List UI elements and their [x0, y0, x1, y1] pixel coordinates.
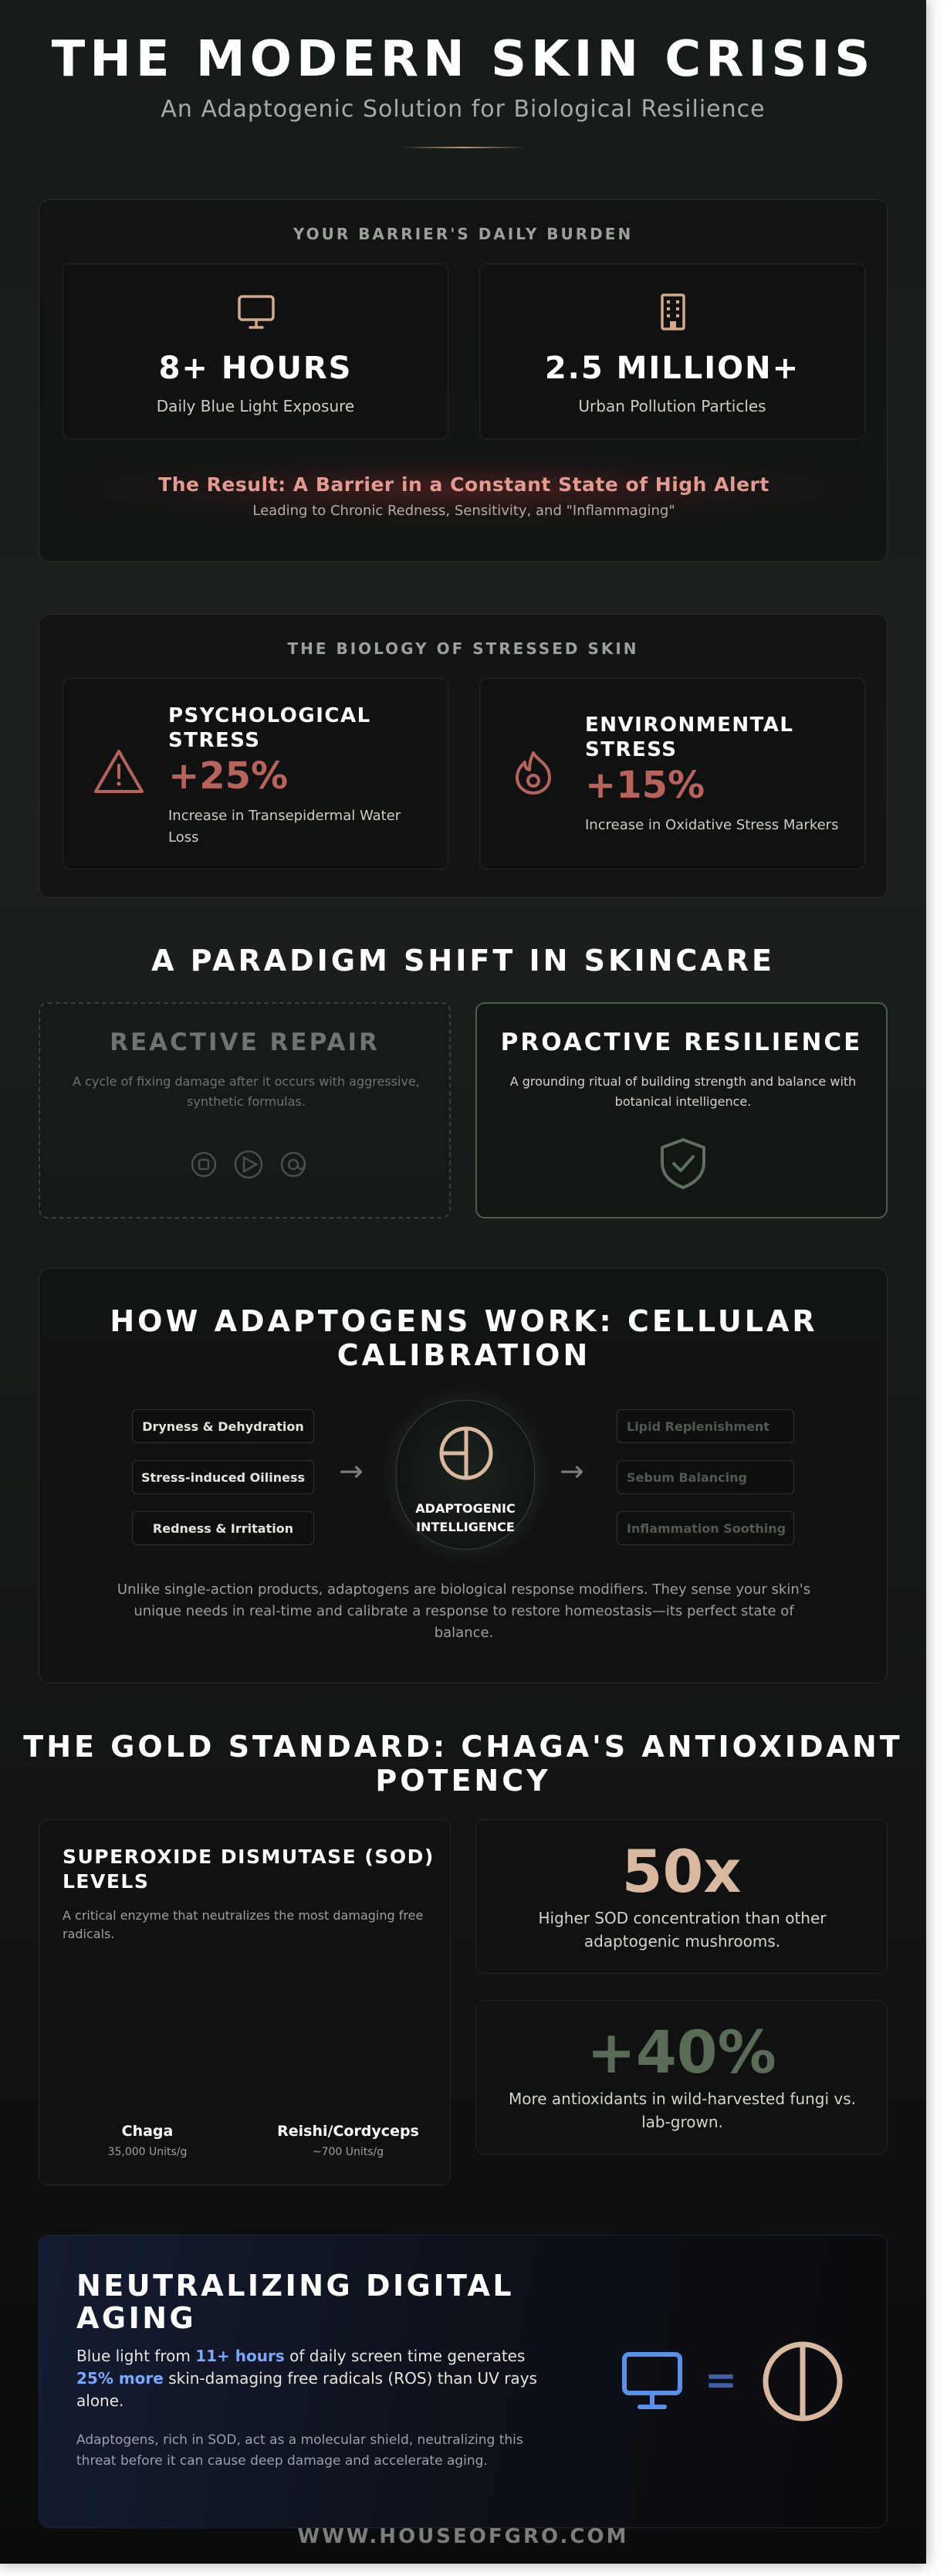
sod-card [39, 1819, 451, 2185]
output-pill: Sebum Balancing [617, 1460, 794, 1494]
digital-aging-panel [39, 2235, 888, 2528]
burden-title: YOUR BARRIER'S DAILY BURDEN [293, 225, 634, 243]
monitor-icon [620, 2348, 685, 2416]
hero-divider [401, 147, 525, 148]
bar-label-reishi: Reishi/Cordyceps [277, 2123, 419, 2140]
stat-value: 2.5 MILLION+ [544, 351, 800, 386]
stress-card-environmental [479, 678, 865, 869]
arrow-icon: → [560, 1454, 584, 1488]
stress-description: Increase in Oxidative Stress Markers [585, 817, 839, 833]
stat-value: 8+ HOURS [158, 351, 353, 386]
bar-value-chaga: 35,000 Units/g [107, 2146, 188, 2158]
reactive-repair-card [39, 1002, 451, 1219]
reactive-description: A cycle of fixing damage after it occurs with aggressive, synthetic formulas. [73, 1074, 420, 1109]
proactive-resilience-card [475, 1002, 888, 1219]
shield-check-icon [656, 1135, 710, 1194]
antioxidant-value: +40% [587, 2018, 776, 2086]
stat-label: Urban Pollution Particles [578, 397, 766, 415]
segmented-circle-icon [437, 1424, 495, 1486]
stress-percent: +15% [585, 764, 705, 807]
biology-title: THE BIOLOGY OF STRESSED SKIN [287, 639, 639, 658]
antioxidant-description: More antioxidants in wild-harvested fungi vs. lab-grown. [508, 2090, 857, 2131]
reactive-title: REACTIVE REPAIR [110, 1029, 380, 1056]
result-subtitle: Leading to Chronic Redness, Sensitivity, and "Inflammaging" [252, 503, 675, 519]
gold-title: THE GOLD STANDARD: CHAGA'S ANTIOXIDANT POTENCY [23, 1730, 903, 1798]
stress-percent: +25% [168, 754, 289, 798]
digital-paragraph-1: Blue light from 11+ hours of daily screen time generates 25% more skin-damaging free radicals (ROS) than UV rays alone. [76, 2347, 537, 2410]
building-icon [653, 292, 693, 335]
antioxidant-card [475, 2000, 888, 2154]
result-title: The Result: A Barrier in a Constant State of High Alert [158, 473, 769, 496]
burden-panel [39, 199, 888, 562]
adaptogens-title: HOW ADAPTOGENS WORK: CELLULAR CALIBRATION [110, 1304, 818, 1372]
sod-multiplier-description: Higher SOD concentration than other adaptogenic mushrooms. [538, 1909, 827, 1951]
digital-title: NEUTRALIZING DIGITAL AGING [76, 2269, 515, 2335]
stat-card-blue-light [63, 263, 448, 439]
warning-icon [91, 747, 147, 801]
split-circle-icon [760, 2339, 845, 2427]
input-pill: Stress-induced Oiliness [132, 1460, 314, 1494]
hero-title: THE MODERN SKIN CRISIS [51, 31, 875, 88]
stress-card-psychological [63, 678, 448, 869]
output-pill: Lipid Replenishment [617, 1409, 794, 1443]
stat-label: Daily Blue Light Exposure [156, 397, 355, 415]
result-callout [70, 455, 857, 524]
arrow-icon: → [339, 1454, 364, 1488]
stat-card-pollution [479, 263, 865, 439]
footer-url: WWW.HOUSEOFGRO.COM [297, 2525, 629, 2548]
adaptogens-body: Unlike single-action products, adaptogens are biological response modifiers. They sense your skin's unique needs in real-time and calibrate a response to restore homeostasis—its perfect state of balance. [117, 1581, 811, 1641]
sod-multiplier-value: 50x [621, 1837, 742, 1906]
stress-title: ENVIRONMENTAL STRESS [585, 713, 794, 761]
hero-subtitle: An Adaptogenic Solution for Biological Resilience [161, 96, 766, 123]
cycle-icons [187, 1147, 310, 1185]
adaptogens-panel [39, 1268, 888, 1683]
proactive-description: A grounding ritual of building strength and balance with botanical intelligence. [509, 1074, 857, 1109]
monitor-icon [236, 292, 276, 335]
biology-panel [39, 614, 888, 898]
equals-sign: = [705, 2357, 737, 2402]
stress-title: PSYCHOLOGICAL STRESS [168, 704, 371, 752]
proactive-title: PROACTIVE RESILIENCE [500, 1029, 863, 1056]
paradigm-title: A PARADIGM SHIFT IN SKINCARE [151, 944, 775, 978]
stress-description: Increase in Transepidermal Water Loss [168, 808, 401, 846]
input-pill: Redness & Irritation [132, 1511, 314, 1545]
bar-label-chaga: Chaga [121, 2123, 174, 2140]
bar-value-reishi: ~700 Units/g [312, 2146, 384, 2158]
flame-icon [508, 747, 559, 801]
sod-title: SUPEROXIDE DISMUTASE (SOD) LEVELS [63, 1846, 435, 1893]
sod-description: A critical enzyme that neutralizes the most damaging free radicals. [63, 1908, 424, 1941]
output-pill: Inflammation Soothing [617, 1511, 794, 1545]
sod-multiplier-card [475, 1819, 888, 1974]
core-label: ADAPTOGENIC INTELLIGENCE [415, 1501, 516, 1534]
digital-paragraph-2: Adaptogens, rich in SOD, act as a molecular shield, neutralizing this threat before it can cause deep damage and accelerate aging. [76, 2432, 523, 2469]
adaptogenic-core [396, 1400, 535, 1550]
input-pill: Dryness & Dehydration [132, 1409, 314, 1443]
